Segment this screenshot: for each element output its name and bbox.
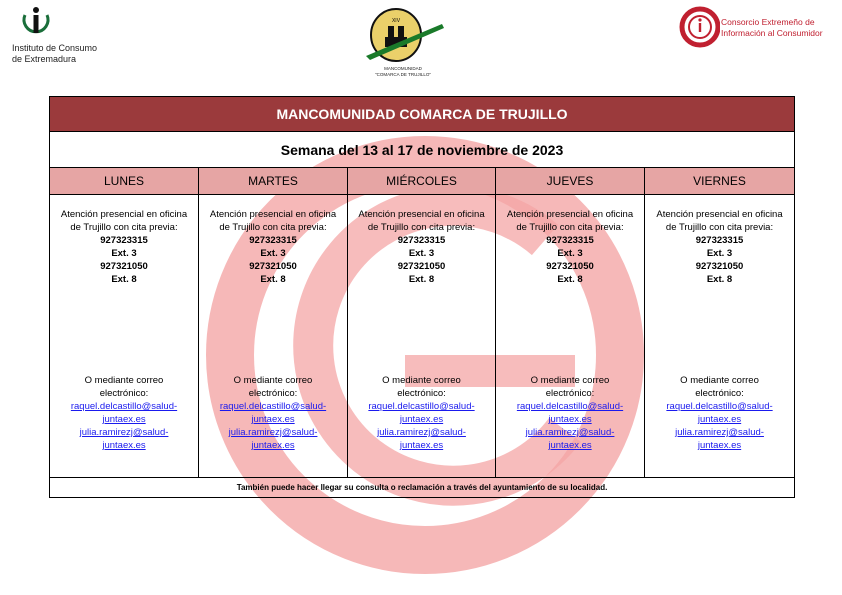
info-i-icon bbox=[20, 6, 52, 42]
instituto-consumo-logo bbox=[8, 6, 118, 66]
attention-line1: Atención presencial en oficina bbox=[209, 209, 337, 220]
phone-2: 927321050 bbox=[100, 261, 148, 272]
day-cell bbox=[348, 195, 496, 478]
email-link-raquel[interactable]: raquel.delcastillo@salud- juntaex.es bbox=[666, 401, 773, 425]
attention-line2: de Trujillo con cita previa: bbox=[219, 222, 327, 233]
ext-2: Ext. 8 bbox=[260, 274, 286, 285]
email-link-julia[interactable]: julia.ramirezj@salud- juntaex.es bbox=[525, 427, 615, 451]
ext-2: Ext. 8 bbox=[111, 274, 137, 285]
right-logo-line2: Información al Consumidor bbox=[721, 28, 823, 38]
center-logo-line1: MANCOMUNIDAD bbox=[384, 66, 422, 71]
mail-line1: O mediante correo bbox=[680, 375, 759, 386]
schedule-table bbox=[49, 96, 795, 498]
day-cell bbox=[496, 195, 645, 478]
day-header: MIÉRCOLES bbox=[348, 168, 496, 195]
mail-line2: electrónico: bbox=[397, 388, 446, 399]
attention-line1: Atención presencial en oficina bbox=[60, 209, 188, 220]
mail-line2: electrónico: bbox=[545, 388, 595, 399]
email-link-raquel[interactable]: raquel.delcastillo@salud- juntaex.es bbox=[70, 401, 178, 425]
day-content-row bbox=[50, 195, 795, 478]
mail-line2: electrónico: bbox=[248, 388, 298, 399]
day-cell bbox=[645, 195, 795, 478]
castle-emblem-icon bbox=[358, 4, 448, 66]
phone-2: 927321050 bbox=[695, 261, 744, 272]
mancomunidad-logo bbox=[358, 4, 448, 82]
table-title: MANCOMUNIDAD COMARCA DE TRUJILLO bbox=[50, 97, 795, 132]
email-link-raquel[interactable]: raquel.delcastillo@salud- juntaex.es bbox=[219, 401, 327, 425]
phone-2: 927321050 bbox=[397, 261, 446, 272]
attention-line1: Atención presencial en oficina bbox=[358, 209, 485, 220]
phone-1: 927323315 bbox=[100, 235, 148, 246]
ext-2: Ext. 8 bbox=[557, 274, 583, 285]
mail-line1: O mediante correo bbox=[530, 375, 610, 386]
email-link-julia[interactable]: julia.ramirezj@salud- juntaex.es bbox=[377, 427, 466, 451]
attention-line1: Atención presencial en oficina bbox=[656, 209, 783, 220]
ext-1: Ext. 3 bbox=[408, 248, 435, 259]
consorcio-logo bbox=[678, 5, 838, 55]
mail-line1: O mediante correo bbox=[84, 375, 164, 386]
attention-line1: Atención presencial en oficina bbox=[506, 209, 634, 220]
phone-1: 927323315 bbox=[397, 235, 446, 246]
day-header: MARTES bbox=[199, 168, 348, 195]
attention-line2: de Trujillo con cita previa: bbox=[665, 222, 774, 233]
footer-note: También puede hacer llegar su consulta o reclamación a través del ayuntamiento de su localidad. bbox=[50, 478, 795, 498]
mail-line2: electrónico: bbox=[99, 388, 149, 399]
phone-1: 927323315 bbox=[249, 235, 297, 246]
day-cell bbox=[50, 195, 199, 478]
center-logo-line2: "COMARCA DE TRUJILLO" bbox=[375, 72, 431, 77]
mail-line1: O mediante correo bbox=[233, 375, 313, 386]
email-link-raquel[interactable]: raquel.delcastillo@salud- juntaex.es bbox=[516, 401, 624, 425]
ext-1: Ext. 3 bbox=[706, 248, 733, 259]
attention-line2: de Trujillo con cita previa: bbox=[367, 222, 476, 233]
mail-line1: O mediante correo bbox=[382, 375, 461, 386]
email-link-julia[interactable]: julia.ramirezj@salud- juntaex.es bbox=[79, 427, 169, 451]
day-header-row bbox=[50, 168, 795, 195]
right-logo-line1: Consorcio Extremeño de bbox=[721, 17, 815, 27]
day-cell bbox=[199, 195, 348, 478]
email-link-raquel[interactable]: raquel.delcastillo@salud- juntaex.es bbox=[368, 401, 475, 425]
day-header: VIERNES bbox=[645, 168, 795, 195]
ext-2: Ext. 8 bbox=[408, 274, 435, 285]
day-header: JUEVES bbox=[496, 168, 645, 195]
attention-line2: de Trujillo con cita previa: bbox=[70, 222, 178, 233]
phone-2: 927321050 bbox=[546, 261, 594, 272]
ext-1: Ext. 3 bbox=[111, 248, 137, 259]
email-link-julia[interactable]: julia.ramirezj@salud- juntaex.es bbox=[228, 427, 318, 451]
email-link-julia[interactable]: julia.ramirezj@salud- juntaex.es bbox=[675, 427, 764, 451]
left-logo-line2: de Extremadura bbox=[12, 54, 77, 64]
mail-line2: electrónico: bbox=[695, 388, 744, 399]
phone-1: 927323315 bbox=[695, 235, 744, 246]
center-logo-roman: XIV bbox=[391, 18, 401, 24]
ring-i-icon bbox=[678, 5, 720, 49]
week-heading: Semana del 13 al 17 de noviembre de 2023 bbox=[50, 132, 795, 168]
left-logo-line1: Instituto de Consumo bbox=[12, 43, 98, 53]
phone-1: 927323315 bbox=[546, 235, 594, 246]
phone-2: 927321050 bbox=[249, 261, 297, 272]
day-header: LUNES bbox=[50, 168, 199, 195]
ext-1: Ext. 3 bbox=[557, 248, 583, 259]
ext-1: Ext. 3 bbox=[260, 248, 286, 259]
ext-2: Ext. 8 bbox=[706, 274, 733, 285]
attention-line2: de Trujillo con cita previa: bbox=[516, 222, 624, 233]
